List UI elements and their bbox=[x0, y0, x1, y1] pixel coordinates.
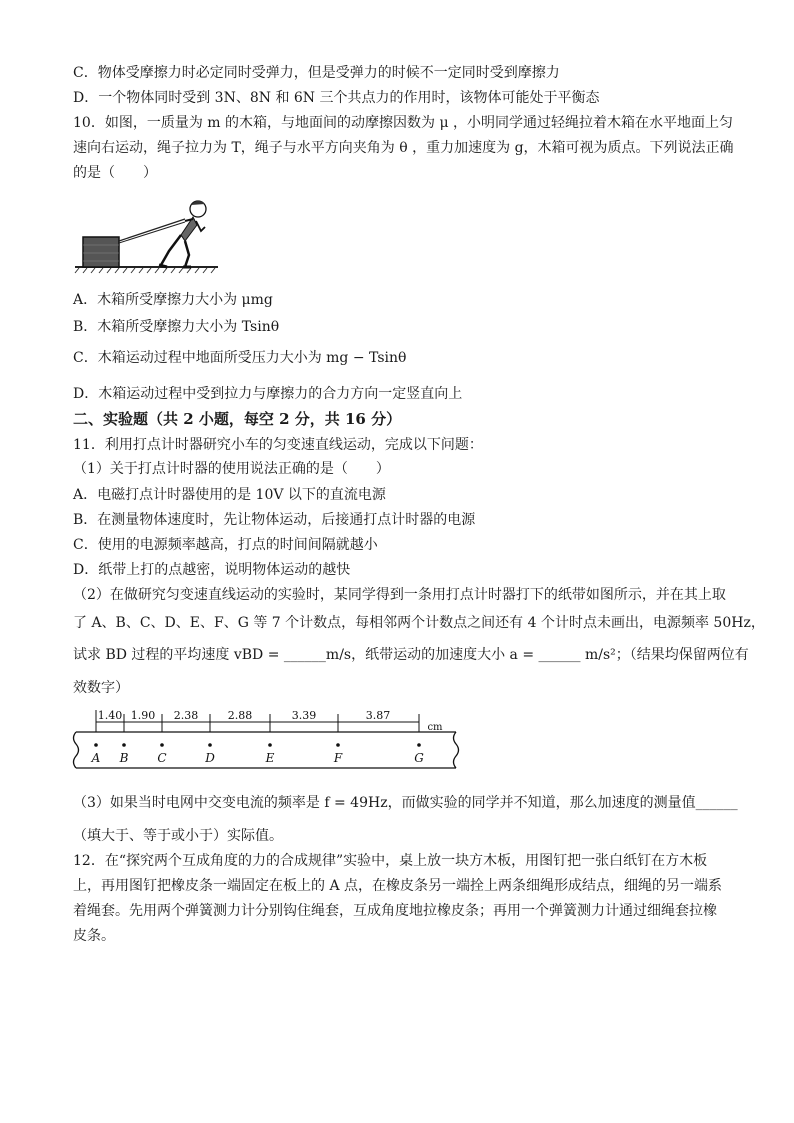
question-11-part3-line1: （3）如果当时电网中交变电流的频率是 f = 49Hz，而做实验的同学并不知道，那么加速度的测量值______ bbox=[73, 795, 738, 811]
section-heading-experiments: 二、实验题（共 2 小题，每空 2 分，共 16 分） bbox=[73, 410, 402, 428]
question-10-line1: 10．如图，一质量为 m 的木箱，与地面间的动摩擦因数为 μ ，小明同学通过轻绳拉着木箱在水平地面上匀 bbox=[73, 115, 733, 131]
question-12-line3: 着绳套。先用两个弹簧测力计分别钩住绳套，互成角度地拉橡皮条；再用一个弹簧测力计通过细绳套拉橡 bbox=[73, 903, 717, 919]
tape-segment-ab: 1.40 bbox=[97, 709, 123, 722]
tape-point-e: E bbox=[265, 751, 275, 765]
question-11-part2-line3: 试求 BD 过程的平均速度 vBD = ______m/s，纸带运动的加速度大小 a = ______ m/s²；（结果均保留两位有 bbox=[73, 647, 749, 663]
question-12-line1: 12．在“探究两个互成角度的力的合成规律”实验中，桌上放一块方木板，用图钉把一张白纸钉在方木板 bbox=[73, 853, 708, 869]
tape-segment-cd: 2.38 bbox=[173, 709, 199, 722]
tape-segment-de: 2.88 bbox=[227, 709, 253, 722]
question-11-part3-line2: （填大于、等于或小于）实际值。 bbox=[73, 828, 283, 844]
option-a-q10: A．木箱所受摩擦力大小为 μmg bbox=[73, 292, 273, 308]
tape-segment-ef: 3.39 bbox=[291, 709, 317, 722]
boy-pulling-box-figure bbox=[73, 195, 238, 275]
question-10-line3: 的是（ ） bbox=[73, 165, 157, 181]
paper-tape-figure bbox=[70, 704, 465, 776]
tape-point-b: B bbox=[119, 751, 129, 765]
tape-point-c: C bbox=[157, 751, 167, 765]
tape-unit: cm bbox=[427, 722, 443, 733]
option-d-q10: D．木箱运动过程中受到拉力与摩擦力的合力方向一定竖直向上 bbox=[73, 386, 463, 402]
tape-point-d: D bbox=[205, 751, 215, 765]
option-b-q10: B．木箱所受摩擦力大小为 Tsinθ bbox=[73, 319, 280, 335]
tape-segment-fg: 3.87 bbox=[365, 709, 391, 722]
question-11-stem: 11．利用打点计时器研究小车的匀变速直线运动，完成以下问题： bbox=[73, 437, 483, 453]
question-11-part2-line2: 了 A、B、C、D、E、F、G 等 7 个计数点，每相邻两个计数点之间还有 4 个计时点未画出，电源频率 50Hz， bbox=[73, 615, 765, 631]
question-11-part1: （1）关于打点计时器的使用说法正确的是（ ） bbox=[73, 461, 390, 477]
question-12-line4: 皮条。 bbox=[73, 928, 115, 944]
tape-point-f: F bbox=[333, 751, 343, 765]
option-d-q11: D．纸带上打的点越密，说明物体运动的越快 bbox=[73, 562, 351, 578]
question-11-part2-line4: 效数字） bbox=[73, 680, 129, 696]
option-c-q9: C．物体受摩擦力时必定同时受弹力，但是受弹力的时候不一定同时受到摩擦力 bbox=[73, 65, 560, 81]
option-c-q10: C．木箱运动过程中地面所受压力大小为 mg − Tsinθ bbox=[73, 350, 407, 366]
question-11-part2-line1: （2）在做研究匀变速直线运动的实验时，某同学得到一条用打点计时器打下的纸带如图所示，并在其上取 bbox=[73, 587, 726, 603]
question-12-line2: 上，再用图钉把橡皮条一端固定在板上的 A 点，在橡皮条另一端拴上两条细绳形成结点，细绳的另一端系 bbox=[73, 878, 723, 894]
option-b-q11: B．在测量物体速度时，先让物体运动，后接通打点计时器的电源 bbox=[73, 512, 476, 528]
option-a-q11: A．电磁打点计时器使用的是 10V 以下的直流电源 bbox=[73, 487, 386, 503]
option-c-q11: C．使用的电源频率越高，打点的时间间隔就越小 bbox=[73, 537, 378, 553]
option-d-q9: D．一个物体同时受到 3N、8N 和 6N 三个共点力的作用时，该物体可能处于平衡态 bbox=[73, 90, 600, 106]
tape-segment-bc: 1.90 bbox=[130, 709, 156, 722]
question-10-line2: 速向右运动，绳子拉力为 T，绳子与水平方向夹角为 θ ，重力加速度为 g，木箱可视为质点。下列说法正确 bbox=[73, 140, 734, 156]
tape-point-g: G bbox=[414, 751, 424, 765]
tape-point-a: A bbox=[91, 751, 101, 765]
